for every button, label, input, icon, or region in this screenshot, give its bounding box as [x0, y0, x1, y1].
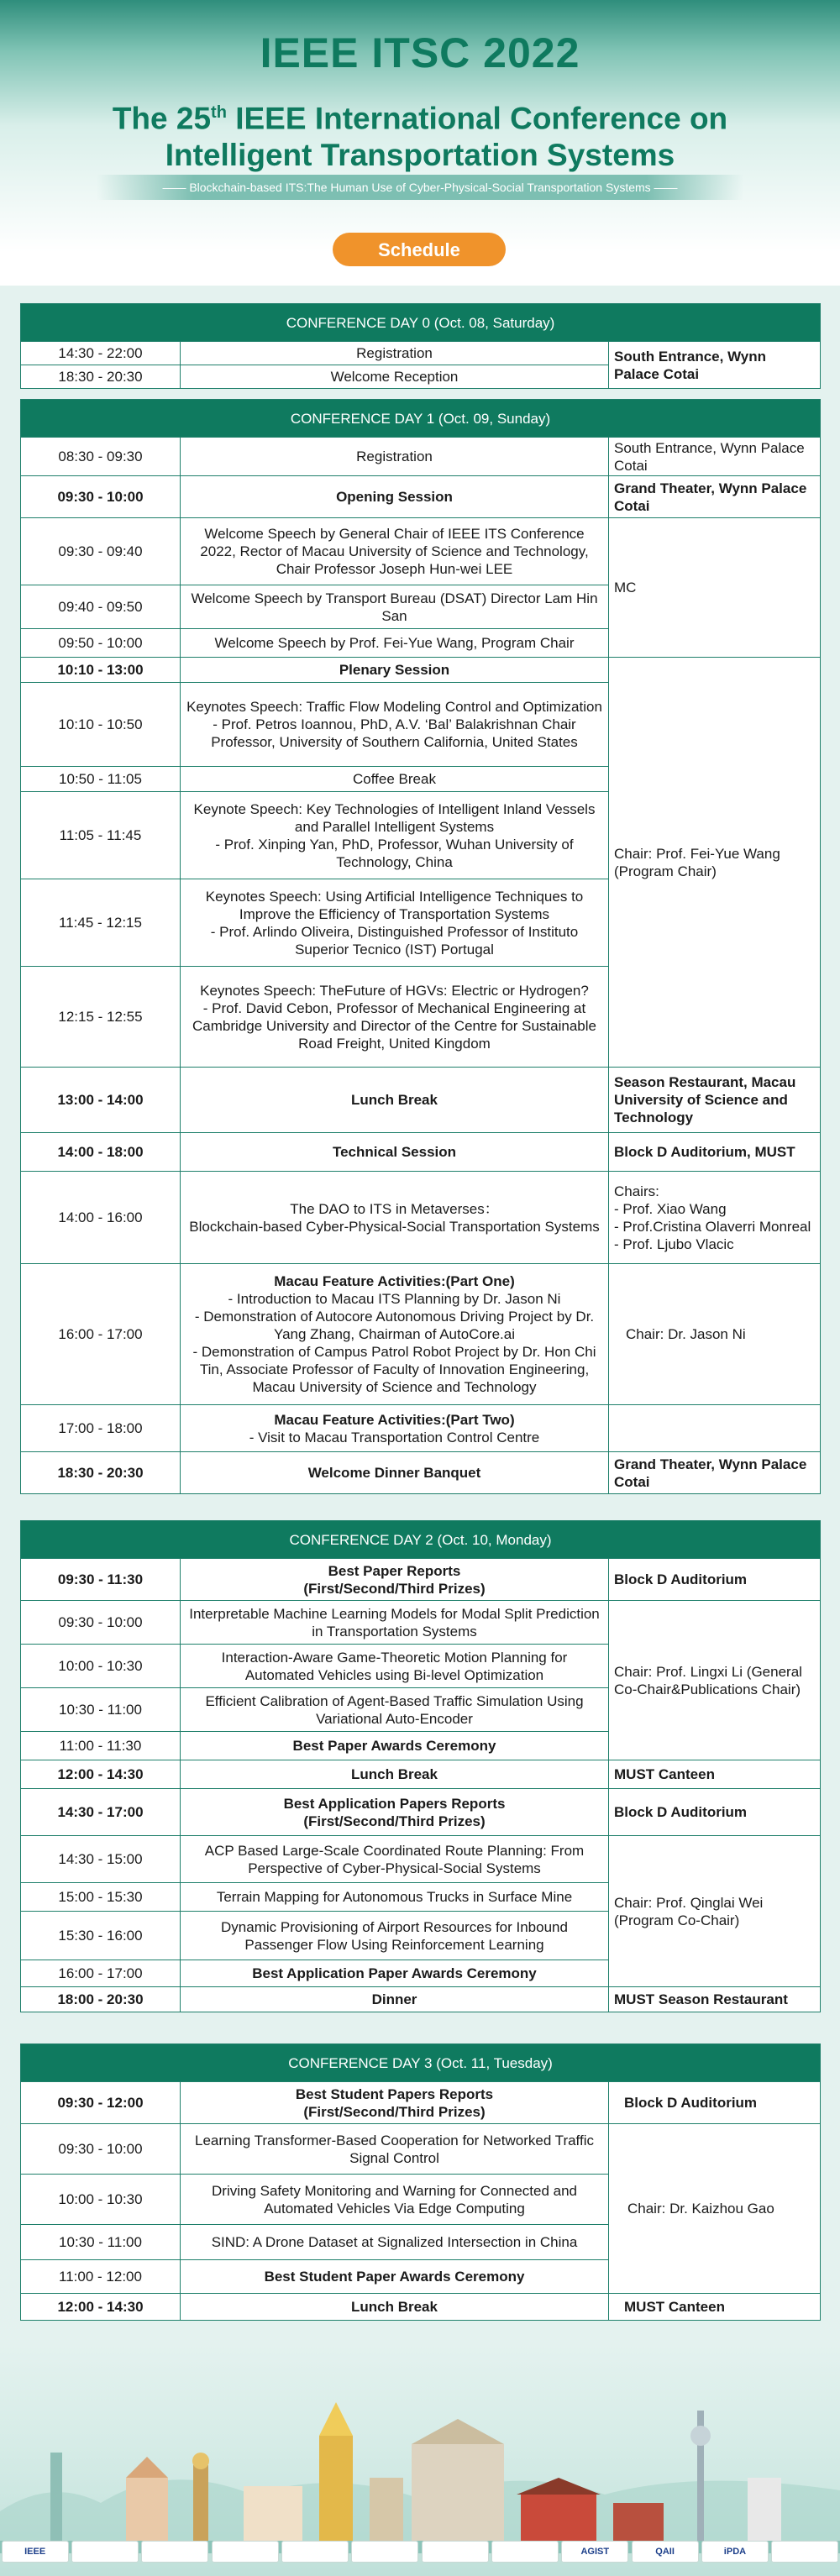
- desc-cell: Registration: [181, 438, 609, 476]
- sponsor-logo: iPDA: [701, 2541, 769, 2563]
- venue-cell: Chair: Prof. Qinglai Wei (Program Co-Chair): [609, 1836, 821, 1987]
- macau-skyline-illustration: [0, 2385, 840, 2553]
- desc-cell: [181, 1405, 609, 1452]
- venue-cell: Season Restaurant, Macau University of Science and Technology: [609, 1068, 821, 1133]
- day1-heading: CONFERENCE DAY 1 (Oct. 09, Sunday): [21, 400, 821, 438]
- desc-cell: Best Application Paper Awards Ceremony: [181, 1960, 609, 1987]
- time-cell: 12:15 - 12:55: [21, 967, 181, 1068]
- sponsor-logo: [422, 2541, 489, 2563]
- desc-cell: Best Paper Awards Ceremony: [181, 1732, 609, 1760]
- day2-heading: CONFERENCE DAY 2 (Oct. 10, Monday): [21, 1521, 821, 1559]
- day2-table: [20, 1520, 821, 2012]
- desc-cell: Interaction-Aware Game-Theoretic Motion Planning for Automated Vehicles using Bi-level Optimization: [181, 1645, 609, 1688]
- keynote-title: Keynotes Speech: Traffic Flow Modeling Control and Optimization: [186, 699, 602, 715]
- time-cell: 18:00 - 20:30: [21, 1987, 181, 2012]
- conference-tagline: —— Blockchain-based ITS:The Human Use of Cyber-Physical-Social Transportation Systems ——: [97, 175, 743, 200]
- time-cell: 09:30 - 10:00: [21, 476, 181, 518]
- desc-cell: Learning Transformer-Based Cooperation for Networked Traffic Signal Control: [181, 2124, 609, 2175]
- desc-cell: Terrain Mapping for Autonomous Trucks in Surface Mine: [181, 1883, 609, 1912]
- sponsor-logo: [71, 2541, 139, 2563]
- desc-cell: Best Student Paper Awards Ceremony: [181, 2260, 609, 2294]
- sponsor-logo: [141, 2541, 208, 2563]
- day3-table: [20, 2043, 821, 2321]
- time-cell: 15:30 - 16:00: [21, 1912, 181, 1960]
- time-cell: 10:00 - 10:30: [21, 1645, 181, 1688]
- desc-cell: [181, 2082, 609, 2124]
- time-cell: 11:00 - 12:00: [21, 2260, 181, 2294]
- time-cell: 11:05 - 11:45: [21, 792, 181, 879]
- sponsor-logo: [351, 2541, 418, 2563]
- activity-title: Macau Feature Activities:(Part Two): [274, 1411, 515, 1428]
- time-cell: 09:40 - 09:50: [21, 585, 181, 629]
- time-cell: 11:45 - 12:15: [21, 879, 181, 967]
- conference-subtitle: [0, 94, 840, 174]
- venue-cell: MUST Canteen: [609, 1760, 821, 1789]
- venue-cell: MUST Season Restaurant: [609, 1987, 821, 2012]
- time-cell: 08:30 - 09:30: [21, 438, 181, 476]
- session-subtitle: (First/Second/Third Prizes): [303, 1580, 486, 1597]
- time-cell: 14:30 - 15:00: [21, 1836, 181, 1883]
- subtitle-sup: th: [211, 103, 227, 122]
- desc-cell: Welcome Speech by General Chair of IEEE ITS Conference 2022, Rector of Macau University of Science and Technology, Chair Professor Joseph Hun-wei LEE: [181, 518, 609, 585]
- time-cell: 14:00 - 18:00: [21, 1133, 181, 1172]
- time-cell: 16:00 - 17:00: [21, 1264, 181, 1405]
- activity-title: Macau Feature Activities:(Part One): [274, 1273, 515, 1289]
- conference-title: IEEE ITSC 2022: [260, 29, 580, 76]
- session-title: Best Application Papers Reports: [283, 1795, 506, 1812]
- time-cell: 09:50 - 10:00: [21, 629, 181, 658]
- venue-cell: Chair: Prof. Fei-Yue Wang (Program Chair): [609, 658, 821, 1068]
- venue-cell: South Entrance, Wynn Palace Cotai: [609, 342, 821, 389]
- time-cell: 14:00 - 16:00: [21, 1172, 181, 1264]
- desc-cell: Efficient Calibration of Agent-Based Traffic Simulation Using Variational Auto-Encoder: [181, 1688, 609, 1732]
- desc-cell: Lunch Break: [181, 2294, 609, 2321]
- keynote-speaker: - Prof. Arlindo Oliveira, Distinguished Professor of Instituto Superior Tecnico (IST) Portugal: [210, 923, 579, 957]
- desc-cell: [181, 683, 609, 767]
- header-banner: [0, 0, 840, 286]
- desc-cell: Plenary Session: [181, 658, 609, 683]
- desc-cell: SIND: A Drone Dataset at Signalized Intersection in China: [181, 2225, 609, 2260]
- session-subtitle: Blockchain-based Cyber-Physical-Social Transportation Systems: [189, 1218, 600, 1235]
- desc-cell: ACP Based Large-Scale Coordinated Route Planning: From Perspective of Cyber-Physical-Social Systems: [181, 1836, 609, 1883]
- keynote-title: Keynote Speech: Key Technologies of Intelligent Inland Vessels and Parallel Intelligent Systems: [193, 800, 596, 835]
- venue-cell: Block D Auditorium: [609, 2082, 821, 2124]
- venue-cell: South Entrance, Wynn Palace Cotai: [609, 438, 821, 476]
- venue-cell: Grand Theater, Wynn Palace Cotai: [609, 1452, 821, 1494]
- time-cell: 16:00 - 17:00: [21, 1960, 181, 1987]
- desc-cell: Welcome Speech by Prof. Fei-Yue Wang, Program Chair: [181, 629, 609, 658]
- time-cell: 09:30 - 12:00: [21, 2082, 181, 2124]
- chair-name: - Prof. Ljubo Vlacic: [614, 1236, 734, 1252]
- desc-cell: [181, 1789, 609, 1836]
- venue-cell: Chair: Dr. Kaizhou Gao: [609, 2124, 821, 2294]
- chairs-label: Chairs:: [614, 1183, 659, 1199]
- sponsor-logo: [771, 2541, 838, 2563]
- desc-cell: Dinner: [181, 1987, 609, 2012]
- sponsor-logo: [212, 2541, 279, 2563]
- sponsor-logos: [0, 2539, 840, 2564]
- desc-cell: Interpretable Machine Learning Models for Modal Split Prediction in Transportation Systems: [181, 1601, 609, 1645]
- chair-name: - Prof.Cristina Olaverri Monreal: [614, 1218, 811, 1235]
- time-cell: 10:30 - 11:00: [21, 1688, 181, 1732]
- keynote-speaker: - Prof. Petros Ioannou, PhD, A.V. ‘Bal’ Balakrishnan Chair Professor, University of Southern California, United States: [211, 716, 578, 750]
- session-title: Best Student Papers Reports: [295, 2085, 494, 2102]
- time-cell: 09:30 - 09:40: [21, 518, 181, 585]
- subtitle-part: IEEE International Conference on: [226, 101, 728, 136]
- time-cell: 14:30 - 17:00: [21, 1789, 181, 1836]
- desc-cell: [181, 1264, 609, 1405]
- activity-item: - Visit to Macau Transportation Control Centre: [249, 1429, 540, 1445]
- desc-cell: Opening Session: [181, 476, 609, 518]
- venue-cell: [609, 1405, 821, 1452]
- session-title: Best Paper Reports: [328, 1562, 461, 1579]
- desc-cell: [181, 1172, 609, 1264]
- venue-cell: Block D Auditorium, MUST: [609, 1133, 821, 1172]
- activity-item: - Introduction to Macau ITS Planning by Dr. Jason Ni: [228, 1291, 561, 1307]
- time-cell: 10:00 - 10:30: [21, 2175, 181, 2225]
- time-cell: 12:00 - 14:30: [21, 1760, 181, 1789]
- time-cell: 15:00 - 15:30: [21, 1883, 181, 1912]
- day1-table: [20, 399, 821, 1494]
- desc-cell: Driving Safety Monitoring and Warning for Connected and Automated Vehicles Via Edge Computing: [181, 2175, 609, 2225]
- schedule-button[interactable]: Schedule: [333, 233, 506, 266]
- venue-cell: Chair: Dr. Jason Ni: [609, 1264, 821, 1405]
- desc-cell: Technical Session: [181, 1133, 609, 1172]
- desc-cell: Welcome Reception: [181, 365, 609, 389]
- sponsor-logo: AGIST: [561, 2541, 628, 2563]
- keynote-speaker: - Prof. Xinping Yan, PhD, Professor, Wuhan University of Technology, China: [215, 836, 574, 870]
- desc-cell: Coffee Break: [181, 767, 609, 792]
- desc-cell: [181, 879, 609, 967]
- day0-heading: CONFERENCE DAY 0 (Oct. 08, Saturday): [21, 304, 821, 342]
- time-cell: 10:10 - 10:50: [21, 683, 181, 767]
- venue-cell: MC: [609, 518, 821, 658]
- activity-item: - Demonstration of Campus Patrol Robot Project by Dr. Hon Chi Tin, Associate Professor of Faculty of Innovation Engineering, Macau University of Science and Technology: [192, 1344, 596, 1395]
- time-cell: 10:30 - 11:00: [21, 2225, 181, 2260]
- time-cell: 18:30 - 20:30: [21, 1452, 181, 1494]
- venue-cell: Chair: Prof. Lingxi Li (General Co-Chair&Publications Chair): [609, 1601, 821, 1760]
- sponsor-logo: [491, 2541, 559, 2563]
- desc-cell: [181, 967, 609, 1068]
- session-title: The DAO to ITS in Metaverses：: [290, 1200, 499, 1217]
- time-cell: 09:30 - 10:00: [21, 1601, 181, 1645]
- time-cell: 18:30 - 20:30: [21, 365, 181, 389]
- venue-cell: Block D Auditorium: [609, 1559, 821, 1601]
- subtitle-part: The 25: [112, 101, 212, 136]
- keynote-title: Keynotes Speech: Using Artificial Intelligence Techniques to Improve the Efficiency of Transportation Systems: [205, 888, 584, 922]
- day3-heading: CONFERENCE DAY 3 (Oct. 11, Tuesday): [21, 2044, 821, 2082]
- chair-name: - Prof. Xiao Wang: [614, 1200, 727, 1217]
- venue-cell: MUST Canteen: [609, 2294, 821, 2321]
- session-subtitle: (First/Second/Third Prizes): [303, 1813, 486, 1829]
- desc-cell: [181, 792, 609, 879]
- sponsor-logo: QAII: [632, 2541, 699, 2563]
- time-cell: 11:00 - 11:30: [21, 1732, 181, 1760]
- venue-cell: Grand Theater, Wynn Palace Cotai: [609, 476, 821, 518]
- venue-cell: [609, 1172, 821, 1264]
- desc-cell: Lunch Break: [181, 1068, 609, 1133]
- time-cell: 09:30 - 10:00: [21, 2124, 181, 2175]
- sponsor-logo: [281, 2541, 349, 2563]
- time-cell: 10:50 - 11:05: [21, 767, 181, 792]
- venue-cell: Block D Auditorium: [609, 1789, 821, 1836]
- time-cell: 17:00 - 18:00: [21, 1405, 181, 1452]
- desc-cell: Dynamic Provisioning of Airport Resources for Inbound Passenger Flow Using Reinforcement Learning: [181, 1912, 609, 1960]
- time-cell: 10:10 - 13:00: [21, 658, 181, 683]
- keynote-title: Keynotes Speech: TheFuture of HGVs: Electric or Hydrogen?: [200, 982, 589, 999]
- subtitle-line2: Intelligent Transportation Systems: [165, 138, 675, 173]
- time-cell: 12:00 - 14:30: [21, 2294, 181, 2321]
- time-cell: 09:30 - 11:30: [21, 1559, 181, 1601]
- desc-cell: [181, 1559, 609, 1601]
- desc-cell: Welcome Speech by Transport Bureau (DSAT) Director Lam Hin San: [181, 585, 609, 629]
- time-cell: 14:30 - 22:00: [21, 342, 181, 365]
- desc-cell: Registration: [181, 342, 609, 365]
- day0-table: [20, 303, 821, 389]
- desc-cell: Welcome Dinner Banquet: [181, 1452, 609, 1494]
- session-subtitle: (First/Second/Third Prizes): [303, 2103, 486, 2120]
- activity-item: - Demonstration of Autocore Autonomous Driving Project by Dr. Yang Zhang, Chairman of AutoCore.ai: [194, 1309, 595, 1342]
- time-cell: 13:00 - 14:00: [21, 1068, 181, 1133]
- sponsor-logo: IEEE: [2, 2541, 69, 2563]
- desc-cell: Lunch Break: [181, 1760, 609, 1789]
- keynote-speaker: - Prof. David Cebon, Professor of Mechanical Engineering at Cambridge University and Director of the Centre for Sustainable Road Freight, United Kingdom: [192, 999, 596, 1052]
